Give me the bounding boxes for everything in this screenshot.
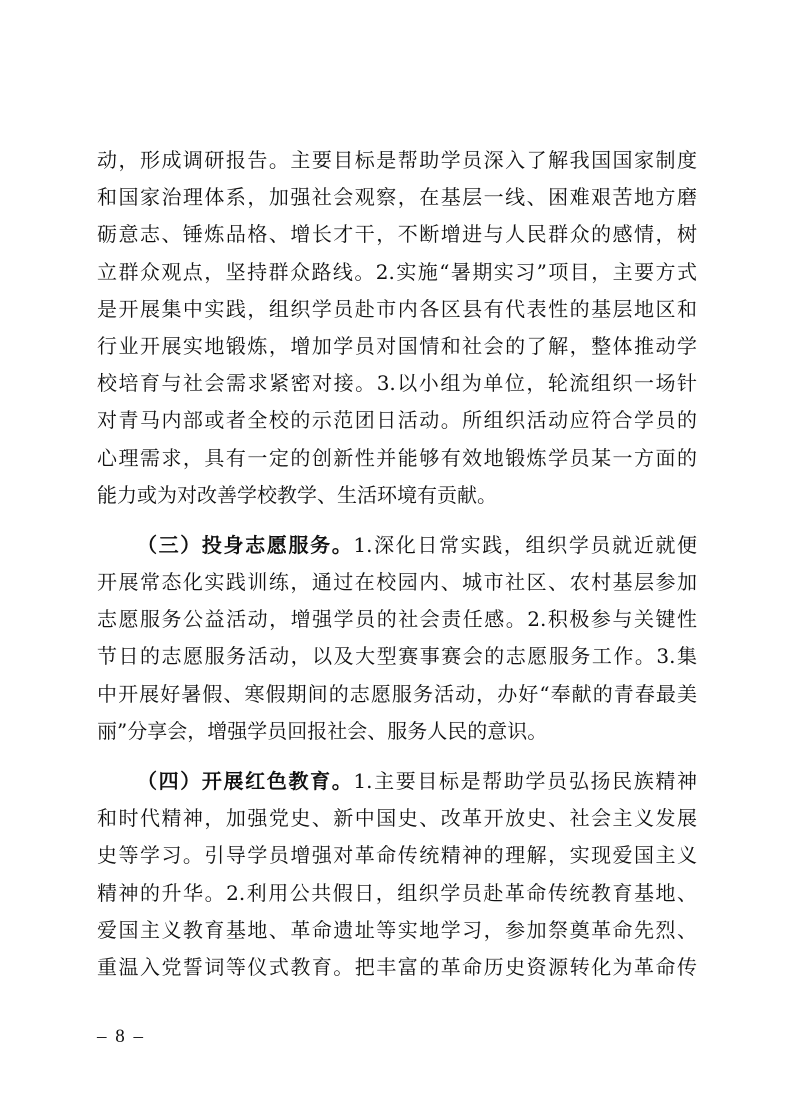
paragraph-3-line: 和时代精神，加强党史、新中国史、改革开放史、社会主义发展	[97, 806, 697, 831]
section-heading-volunteer: （三）投身志愿服务。	[137, 532, 354, 557]
paragraph-3-first-line	[97, 763, 697, 800]
body-text	[97, 142, 697, 986]
paragraph-2-line: 丽”分享会，增强学员回报社会、服务人民的意识。	[97, 718, 548, 743]
page-number: – 8 –	[97, 1026, 145, 1047]
section-heading-red-education: （四）开展红色教育。	[137, 769, 354, 793]
paragraph-2-line: 节日的志愿服务活动，以及大型赛事赛会的志愿服务工作。3.集	[97, 644, 697, 669]
paragraph-3-line: 爱国主义教育基地、革命遗址等实地学习，参加祭奠革命先烈、	[97, 917, 697, 942]
paragraph-1-line: 对青马内部或者全校的示范团日活动。所组织活动应符合学员的	[97, 408, 697, 433]
paragraph-1-line: 砺意志、锤炼品格、增长才干，不断增进与人民群众的感情，树	[97, 222, 697, 247]
paragraph-1-line: 立群众观点，坚持群众路线。2.实施“暑期实习”项目，主要方式	[97, 259, 697, 284]
paragraph-1-line: 行业开展实地锻炼，增加学员对国情和社会的了解，整体推动学	[97, 333, 697, 358]
paragraph-2-first-line-text: 1.深化日常实践，组织学员就近就便	[353, 532, 697, 557]
paragraph-3-line: 史等学习。引导学员增强对革命传统精神的理解，实现爱国主义	[97, 843, 697, 868]
paragraph-1-line: 动，形成调研报告。主要目标是帮助学员深入了解我国国家制度	[97, 148, 697, 172]
paragraph-1-line: 心理需求，具有一定的创新性并能够有效地锻炼学员某一方面的	[97, 445, 697, 470]
paragraph-3-line: 重温入党誓词等仪式教育。把丰富的革命历史资源转化为革命传	[97, 954, 697, 979]
paragraph-1-line: 和国家治理体系，加强社会观察，在基层一线、困难艰苦地方磨	[97, 185, 697, 210]
paragraph-1-line: 是开展集中实践，组织学员赴市内各区县有代表性的基层地区和	[97, 296, 697, 321]
paragraph-3-first-line-text: 1.主要目标是帮助学员弘扬民族精神	[353, 769, 697, 793]
paragraph-1-line: 校培育与社会需求紧密对接。3.以小组为单位，轮流组织一场针	[97, 371, 697, 396]
paragraph-3-line: 精神的升华。2.利用公共假日，组织学员赴革命传统教育基地、	[97, 880, 697, 905]
paragraph-2-line: 中开展好暑假、寒假期间的志愿服务活动，办好“奉献的青春最美	[97, 681, 697, 706]
paragraph-1-line: 能力或为对改善学校教学、生活环境有贡献。	[97, 482, 497, 507]
paragraph-2-first-line	[97, 527, 697, 564]
paragraph-2-line: 志愿服务公益活动，增强学员的社会责任感。2.积极参与关键性	[97, 607, 697, 632]
paragraph-2-line: 开展常态化实践训练，通过在校园内、城市社区、农村基层参加	[97, 570, 697, 595]
